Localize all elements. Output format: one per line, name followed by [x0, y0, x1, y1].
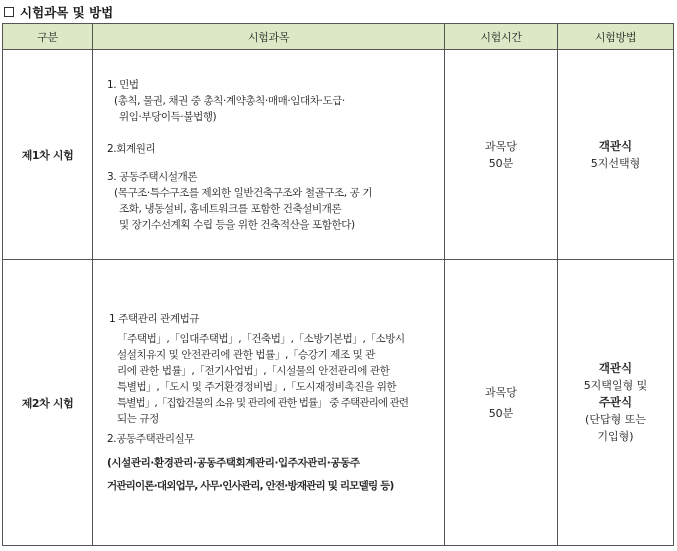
exam1-method-line: 객관식 [598, 138, 633, 153]
exam1-subject-line: (목구조·특수구조를 제외한 일반건축구조와 철골구조, 공 기 [114, 186, 373, 199]
exam2-method-line: 주관식 [598, 395, 633, 409]
table-row-exam2 [3, 260, 674, 546]
section-title-text: 시험과목 및 방법 [20, 5, 114, 20]
exam2-subject-line: 리에 관한 법률」,「전기사업법」,「시설물의 안전관리에 관한 [117, 365, 390, 377]
exam2-subject-line: 1 주택관리 관계법규 [109, 313, 200, 325]
exam2-subject-line: 설설치유지 및 안전관리에 관한 법률」,「승강기 제조 및 관 [117, 349, 376, 361]
exam1-time-line: 50분 [488, 156, 514, 170]
table-header-row [3, 24, 674, 50]
exam2-method [558, 260, 674, 546]
table-row-exam1 [3, 50, 674, 260]
exam1-method [558, 50, 674, 260]
exam1-subject-line: 3. 공동주택시설개론 [107, 170, 198, 183]
exam2-subject-line: 2.공동주택관리실무 [107, 433, 195, 445]
section-title [4, 3, 113, 21]
exam1-subject-line: 및 장기수선계획 수립 등을 위한 건축적산을 포함한다) [119, 218, 355, 231]
exam2-time-line: 50분 [488, 406, 514, 420]
exam2-method-line: 객관식 [598, 361, 633, 375]
exam2-subject-line: 특별법」,「도시 및 주거환경정비법」,「도시재정비촉진을 위한 [117, 381, 397, 393]
exam1-time [445, 50, 558, 260]
exam1-subject-line: 2.회계원리 [107, 142, 156, 155]
header-subjects: 시험과목 [93, 24, 445, 50]
header-type: 구분 [3, 24, 93, 50]
header-time: 시험시간 [445, 24, 558, 50]
exam2-method-line: (단답형 또는 [585, 413, 646, 426]
exam2-type: 제2차 시험 [3, 260, 93, 546]
exam2-subjects [93, 260, 445, 546]
exam2-subject-line: 「주택법」,「임대주택법」,「건축법」,「소방기본법」,「소방시 [117, 333, 405, 345]
exam2-subject-line: 되는 규정 [117, 413, 159, 425]
exam1-subject-line: 1. 민법 [107, 78, 139, 91]
exam2-method-line: 5지택일형 및 [583, 379, 648, 392]
exam1-method-line: 5지선택형 [590, 156, 641, 170]
exam-table [2, 23, 674, 546]
exam2-method-line: 기입형) [597, 430, 634, 443]
exam1-time-line: 과목당 [485, 139, 517, 153]
exam2-time [445, 260, 558, 546]
exam2-subject-line: 거관리이론·대외업무, 사무·인사관리, 안전·방재관리 및 리모델링 등) [107, 480, 394, 492]
exam2-time-line: 과목당 [485, 385, 517, 399]
exam1-subject-line: (총칙, 물권, 채권 중 총칙·계약총칙·매매·임대차·도급· [114, 94, 345, 107]
exam1-subject-line: 조화, 냉동설비, 홈네트워크를 포함한 건축설비개론 [119, 202, 342, 215]
exam2-subject-line: 특별법」,「집합건물의 소유 및 관리에 관한 법률」 중 주택관리에 관련 [117, 397, 409, 409]
header-method: 시험방법 [558, 24, 674, 50]
checkbox-icon [4, 7, 14, 17]
exam1-subjects [93, 50, 445, 260]
exam1-subject-line: 위임·부당이득·불법행) [119, 110, 217, 123]
exam1-type: 제1차 시험 [3, 50, 93, 260]
exam2-subject-line: (시설관리·환경관리·공동주택회계관리·입주자관리·공동주 [107, 457, 360, 469]
